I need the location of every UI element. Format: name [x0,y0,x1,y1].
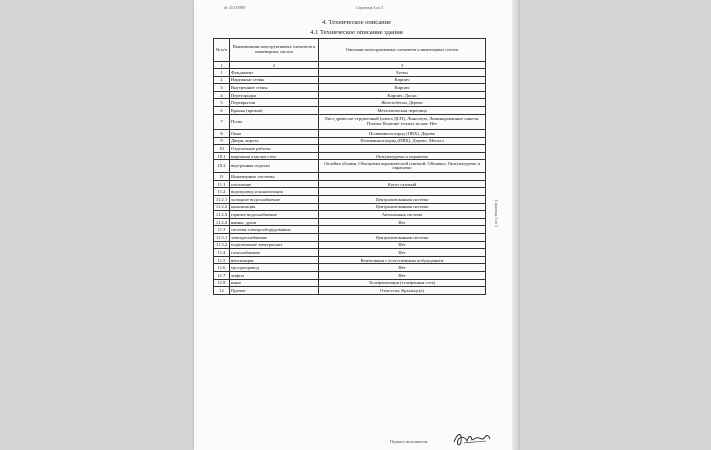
table-row [214,287,486,295]
row-description: Оштукатурено и окрашено [319,152,486,160]
row-element: газоснабжение [230,249,319,257]
row-number: 11.5 [214,256,230,264]
table-row [214,188,486,196]
row-number: 3 [214,84,230,92]
table-row [214,160,486,173]
scan-edge [512,0,519,450]
table-row [214,279,486,287]
table-row [214,106,486,114]
row-number: 7 [214,114,230,130]
row-description [319,188,486,196]
row-element: Наружные стены [230,76,319,84]
index-cell: 3 [319,62,486,69]
technical-description-table [213,38,486,295]
row-element: внутренняя отделка [230,160,319,173]
row-element: лифты [230,271,319,279]
row-description: Централизованная система [319,233,486,241]
table-row [214,84,486,92]
row-element: Перегородки [230,91,319,99]
table-header-row [214,39,486,62]
row-element: электроснабжение [230,233,319,241]
row-element: Отделочные работы: [230,145,319,153]
row-element: холодное водоснабжение [230,196,319,204]
row-description: Централизованная система [319,196,486,204]
row-description: Нет [319,218,486,226]
table-row [214,91,486,99]
row-element: Двери, ворота [230,137,319,145]
table-row [214,173,486,181]
row-number: 11.3.2 [214,241,230,249]
row-number: 11.3 [214,226,230,234]
table-body [214,69,486,295]
row-number: 11.2.2 [214,203,230,211]
row-description: Кирпич, Доска [319,91,486,99]
header-element: Наименование конструктивных элементов и инженерных систем [230,39,319,62]
row-number: 11.3.1 [214,233,230,241]
row-number: 11.8 [214,279,230,287]
table-row [214,271,486,279]
row-description [319,226,486,234]
row-description: Кирпич [319,76,486,84]
row-description: Железобетон, Дерево [319,99,486,107]
row-element: иные [230,279,319,287]
row-element: Фундамент [230,69,319,77]
row-description: Кирпич [319,84,486,92]
row-description: Лист древесно-стружечный (плита ДСП), Линолеум, Ламинированные панели, Плитка Наличие теплых полов: Нет [319,114,486,130]
table-row [214,203,486,211]
row-description [319,173,486,181]
table-row [214,256,486,264]
row-description: Поливинилхлорид (ПВХ), Дерево, Металл [319,137,486,145]
row-element: Перекрытия [230,99,319,107]
row-number: 11.2.4 [214,218,230,226]
row-number: 10 [214,145,230,153]
header-num: № п/п [214,39,230,62]
row-element: ванны, души [230,218,319,226]
row-element: Крыша (кровля) [230,106,319,114]
table-row [214,249,486,257]
table-row [214,233,486,241]
table-row [214,180,486,188]
row-element: наружная отделка стен [230,152,319,160]
row-number: 10.1 [214,152,230,160]
row-number: 2 [214,76,230,84]
document-page [194,0,519,450]
table-row [214,76,486,84]
row-description: Телефонизация (телефонная сеть) [319,279,486,287]
index-cell: 1 [214,62,230,69]
table-row [214,226,486,234]
row-number: 11.2.3 [214,211,230,219]
table-row [214,114,486,130]
row-description: Автономная система [319,211,486,219]
row-description [319,145,486,153]
row-description: Котел газовый [319,180,486,188]
row-element: подключение электроплит [230,241,319,249]
row-description: Отмостка, Крыльцо(а) [319,287,486,295]
row-number: 5 [214,99,230,107]
table-row [214,69,486,77]
table-row [214,99,486,107]
row-element: Внутренние стены [230,84,319,92]
row-description: Бетон [319,69,486,77]
row-description: Поливинилхлорид (ПВХ), Дерево [319,130,486,138]
row-description: Нет [319,264,486,272]
row-description: Вентиляция с естественным побуждением [319,256,486,264]
side-page-note: Страница 5 из 5 [494,200,499,228]
row-number: 9 [214,137,230,145]
row-element: Окна [230,130,319,138]
table-row [214,211,486,219]
row-element: Полы [230,114,319,130]
table-row [214,152,486,160]
row-element: горячее водоснабжение [230,211,319,219]
table-row [214,130,486,138]
row-description: Нет [319,249,486,257]
row-element: Инженерные системы: [230,173,319,181]
row-number: 11.2 [214,188,230,196]
section-title: 4. Техническое описание [322,19,391,26]
row-element: вентиляция [230,256,319,264]
row-description: Металлическая черепица [319,106,486,114]
row-description: Оклейка обоями, Облицовка керамической плиткой, Обшивка, Оштукатурено и окрашено [319,160,486,173]
row-element: Прочие [230,287,319,295]
signature-image [452,430,492,450]
table-row [214,264,486,272]
row-number: 11.1 [214,180,230,188]
document-number: id: 45135980 [224,5,246,10]
table-row [214,218,486,226]
row-element: отопление [230,180,319,188]
row-number: 6 [214,106,230,114]
table-row [214,241,486,249]
row-element: система электрооборудования: [230,226,319,234]
row-number: 11.4 [214,249,230,257]
row-number: 8 [214,130,230,138]
row-number: 11.6 [214,264,230,272]
row-description: Нет [319,271,486,279]
row-description: Нет [319,241,486,249]
row-number: 11 [214,173,230,181]
row-description: Централизованная система [319,203,486,211]
section-subtitle: 4.1 Техническое описание здания [310,29,403,36]
row-element: канализация [230,203,319,211]
row-number: 10.2 [214,160,230,173]
header-description: Описание конструктивных элементов и инженерных систем [319,39,486,62]
row-number: 12 [214,287,230,295]
table-row [214,137,486,145]
row-element: мусоропровод [230,264,319,272]
row-number: 4 [214,91,230,99]
row-number: 11.7 [214,271,230,279]
table-row [214,145,486,153]
table-index-row [214,62,486,69]
row-number: 11.2.1 [214,196,230,204]
row-number: 1 [214,69,230,77]
table-row [214,196,486,204]
index-cell: 2 [230,62,319,69]
signature-label: Подпись исполнителя [390,439,428,444]
page-indicator: Страница 4 из 5 [356,5,384,10]
row-element: водопровод и канализация [230,188,319,196]
